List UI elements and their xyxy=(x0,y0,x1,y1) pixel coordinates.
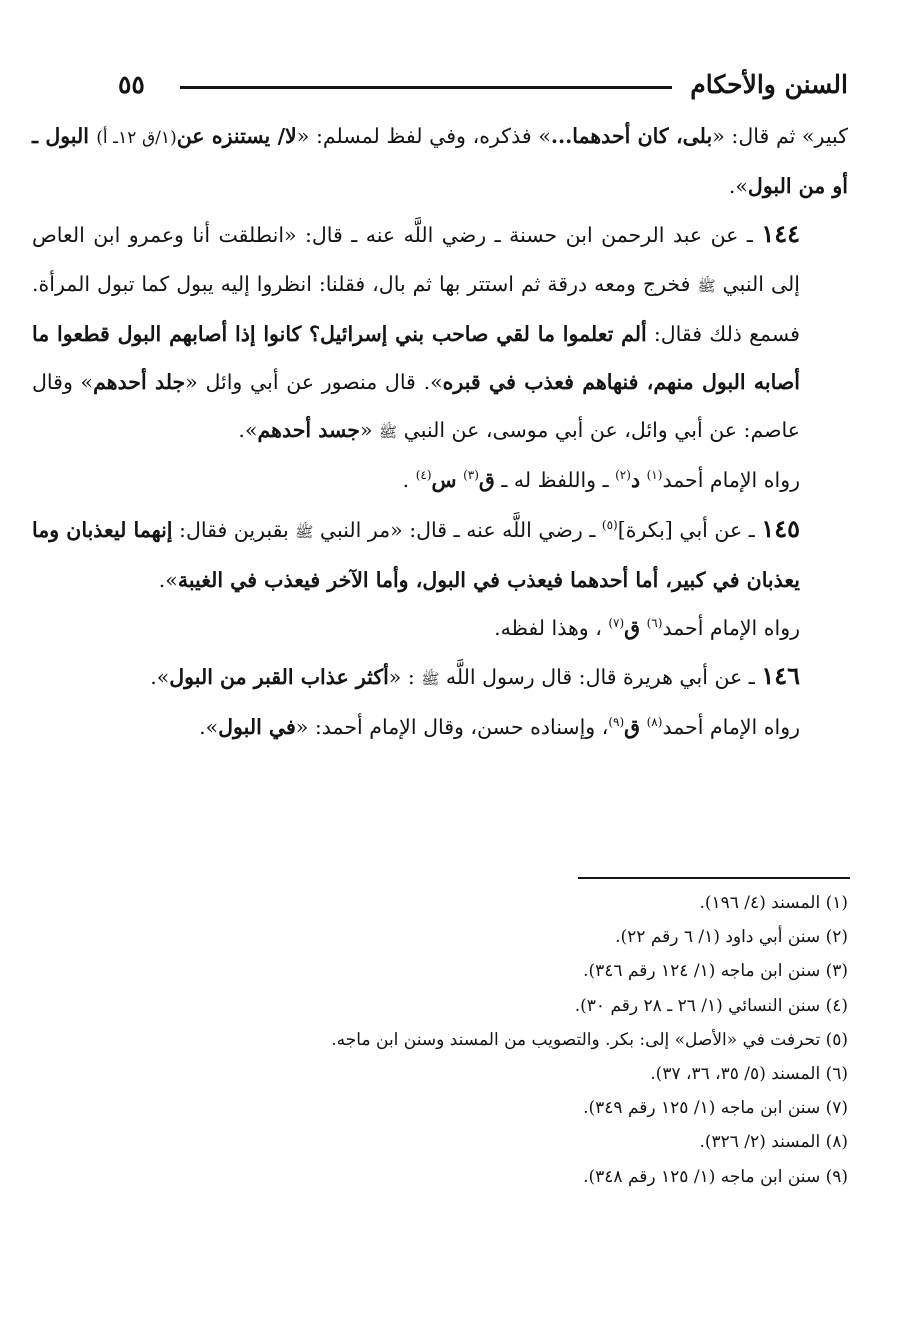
page-header xyxy=(118,70,848,104)
honorific-glyph: ﷺ xyxy=(295,522,314,541)
prophetic-saying-bold: ألم تعلموا ما لقي صاحب بني إسرائيل؟ كانوا إذا أصابهم البول قطعوا ما أصابه البول منهم، فنهاهم فعذب في قبره xyxy=(32,321,800,395)
prophetic-saying-bold: أكثر عذاب القبر من البول xyxy=(169,665,389,690)
continuation-text: » فذكره، وفي لفظ لمسلم: « xyxy=(296,124,551,148)
honorific-glyph: ﷺ xyxy=(379,423,398,442)
footnote-ref[interactable]: (٢) xyxy=(615,468,631,483)
footnote-separator xyxy=(578,877,850,879)
header-rule xyxy=(180,86,672,89)
hadith-text: ـ رضي اللَّه عنه ـ قال: «مر النبي xyxy=(313,517,602,542)
hadith-text: ـ عن أبي هريرة قال: قال رسول اللَّه xyxy=(439,665,762,690)
hadith-text: ». xyxy=(238,418,258,443)
footnote-1: (١) المسند (٤/ ١٩٦). xyxy=(699,893,848,913)
variant-wording-bold: في البول xyxy=(218,715,296,740)
hadith-text: » وقال عاصم: عن أبي وائل، عن أبي موسى، عن النبي xyxy=(32,370,800,443)
manuscript-folio-marker: (١/ق ١٢ـ أ) xyxy=(96,128,177,148)
footnote-ref[interactable]: (٧) xyxy=(608,616,625,631)
footnote-5: (٥) تحرفت في «الأصل» إلى: بكر. والتصويب من المسند وسنن ابن ماجه. xyxy=(331,1029,848,1050)
honorific-glyph: ﷺ xyxy=(697,276,716,295)
variant-wording-bold: جسد أحدهم xyxy=(257,418,360,443)
chain-text: ، وهذا لفظه. xyxy=(494,616,609,641)
footnote-8: (٨) المسند (٢/ ٣٢٦). xyxy=(699,1132,848,1153)
hadith-145-paragraph xyxy=(32,505,848,604)
hadith-text: فخرج ومعه درقة ثم استتر بها ثم بال، فقلنا: انظروا إليه يبول كما تبول المرأة. فسمع ذلك فقال: xyxy=(32,271,800,346)
hadith-146-paragraph xyxy=(32,652,848,703)
footnotes xyxy=(68,886,848,1194)
continuation-text: ». xyxy=(728,174,748,199)
source-abbrev: ق xyxy=(624,616,641,641)
hadith-144-chain xyxy=(32,456,848,504)
chain-text: رواه الإمام أحمد xyxy=(662,616,800,641)
source-abbrev: ق xyxy=(478,468,495,493)
hadith-text: « xyxy=(359,418,379,443)
chain-text: ، وإسناده حسن، وقال الإمام أحمد: « xyxy=(295,715,609,740)
footnote-ref[interactable]: (٥) xyxy=(601,517,618,532)
source-abbrev: د xyxy=(630,468,641,493)
footnote-3: (٣) سنن ابن ماجه (١/ ١٢٤ رقم ٣٤٦). xyxy=(583,961,848,982)
quote-bold: لا/ يستنزه عن xyxy=(176,124,297,148)
main-text xyxy=(32,112,848,752)
honorific-glyph: ﷺ xyxy=(421,670,440,689)
hadith-number: ١٤٦ xyxy=(761,661,800,691)
chain-text: . xyxy=(402,468,416,493)
hadith-text: ». xyxy=(150,665,170,690)
hadith-145-chain xyxy=(32,604,848,652)
hadith-text: بقبرين فقال: xyxy=(172,517,296,542)
continuation-text: كبير» ثم قال: « xyxy=(712,124,848,148)
hadith-text: : « xyxy=(388,665,422,690)
hadith-text: ». xyxy=(158,567,178,592)
quote-bold: البول ـ أو من البول xyxy=(32,124,848,199)
hadith-number: ١٤٥ xyxy=(761,513,800,543)
quote-bold: بلى، كان أحدهما... xyxy=(550,124,713,148)
prophetic-saying-bold: إنهما ليعذبان وما يعذبان في كبير، أما أحدهما فيعذب في البول، وأما الآخر فيعذب في الغيبة xyxy=(32,517,800,592)
page-number: ٥٥ xyxy=(118,70,145,99)
hadith-text: ـ عن أبي [بكرة] xyxy=(617,517,762,542)
chain-text: ». xyxy=(199,715,219,740)
chain-text: ـ واللفظ له ـ xyxy=(494,468,616,493)
source-abbrev: س xyxy=(431,468,457,493)
hadith-144-paragraph xyxy=(32,210,848,456)
variant-wording-bold: جلد أحدهم xyxy=(93,370,186,395)
hadith-text: ـ عن عبد الرحمن ابن حسنة ـ رضي اللَّه عنه ـ قال: «انطلقت أنا وعمرو ابن العاص إلى النبي xyxy=(32,223,800,296)
footnote-ref[interactable]: (٤) xyxy=(415,468,432,483)
hadith-146-chain xyxy=(32,703,848,751)
footnote-9: (٩) سنن ابن ماجه (١/ ١٢٥ رقم ٣٤٨). xyxy=(583,1166,848,1187)
footnote-ref[interactable]: (١) xyxy=(646,468,663,483)
footnote-6: (٦) المسند (٥/ ٣٥، ٣٦، ٣٧). xyxy=(650,1064,848,1085)
chain-text: رواه الإمام أحمد xyxy=(662,715,800,740)
hadith-number: ١٤٤ xyxy=(761,219,800,249)
footnote-ref[interactable]: (٩) xyxy=(608,715,625,730)
footnote-ref[interactable]: (٣) xyxy=(463,468,479,483)
footnote-7: (٧) سنن ابن ماجه (١/ ١٢٥ رقم ٣٤٩). xyxy=(583,1098,848,1119)
continuation-paragraph xyxy=(32,112,848,210)
footnote-ref[interactable]: (٦) xyxy=(646,616,663,631)
footnote-2: (٢) سنن أبي داود (١/ ٦ رقم ٢٢). xyxy=(615,927,848,948)
chain-text: رواه الإمام أحمد xyxy=(662,468,800,493)
footnote-4: (٤) سنن النسائي (١/ ٢٦ ـ ٢٨ رقم ٣٠). xyxy=(574,995,848,1016)
hadith-text: ». قال منصور عن أبي وائل « xyxy=(185,370,443,395)
running-title: السنن والأحكام xyxy=(690,70,848,99)
footnote-ref[interactable]: (٨) xyxy=(646,715,663,730)
source-abbrev: ق xyxy=(624,715,641,740)
